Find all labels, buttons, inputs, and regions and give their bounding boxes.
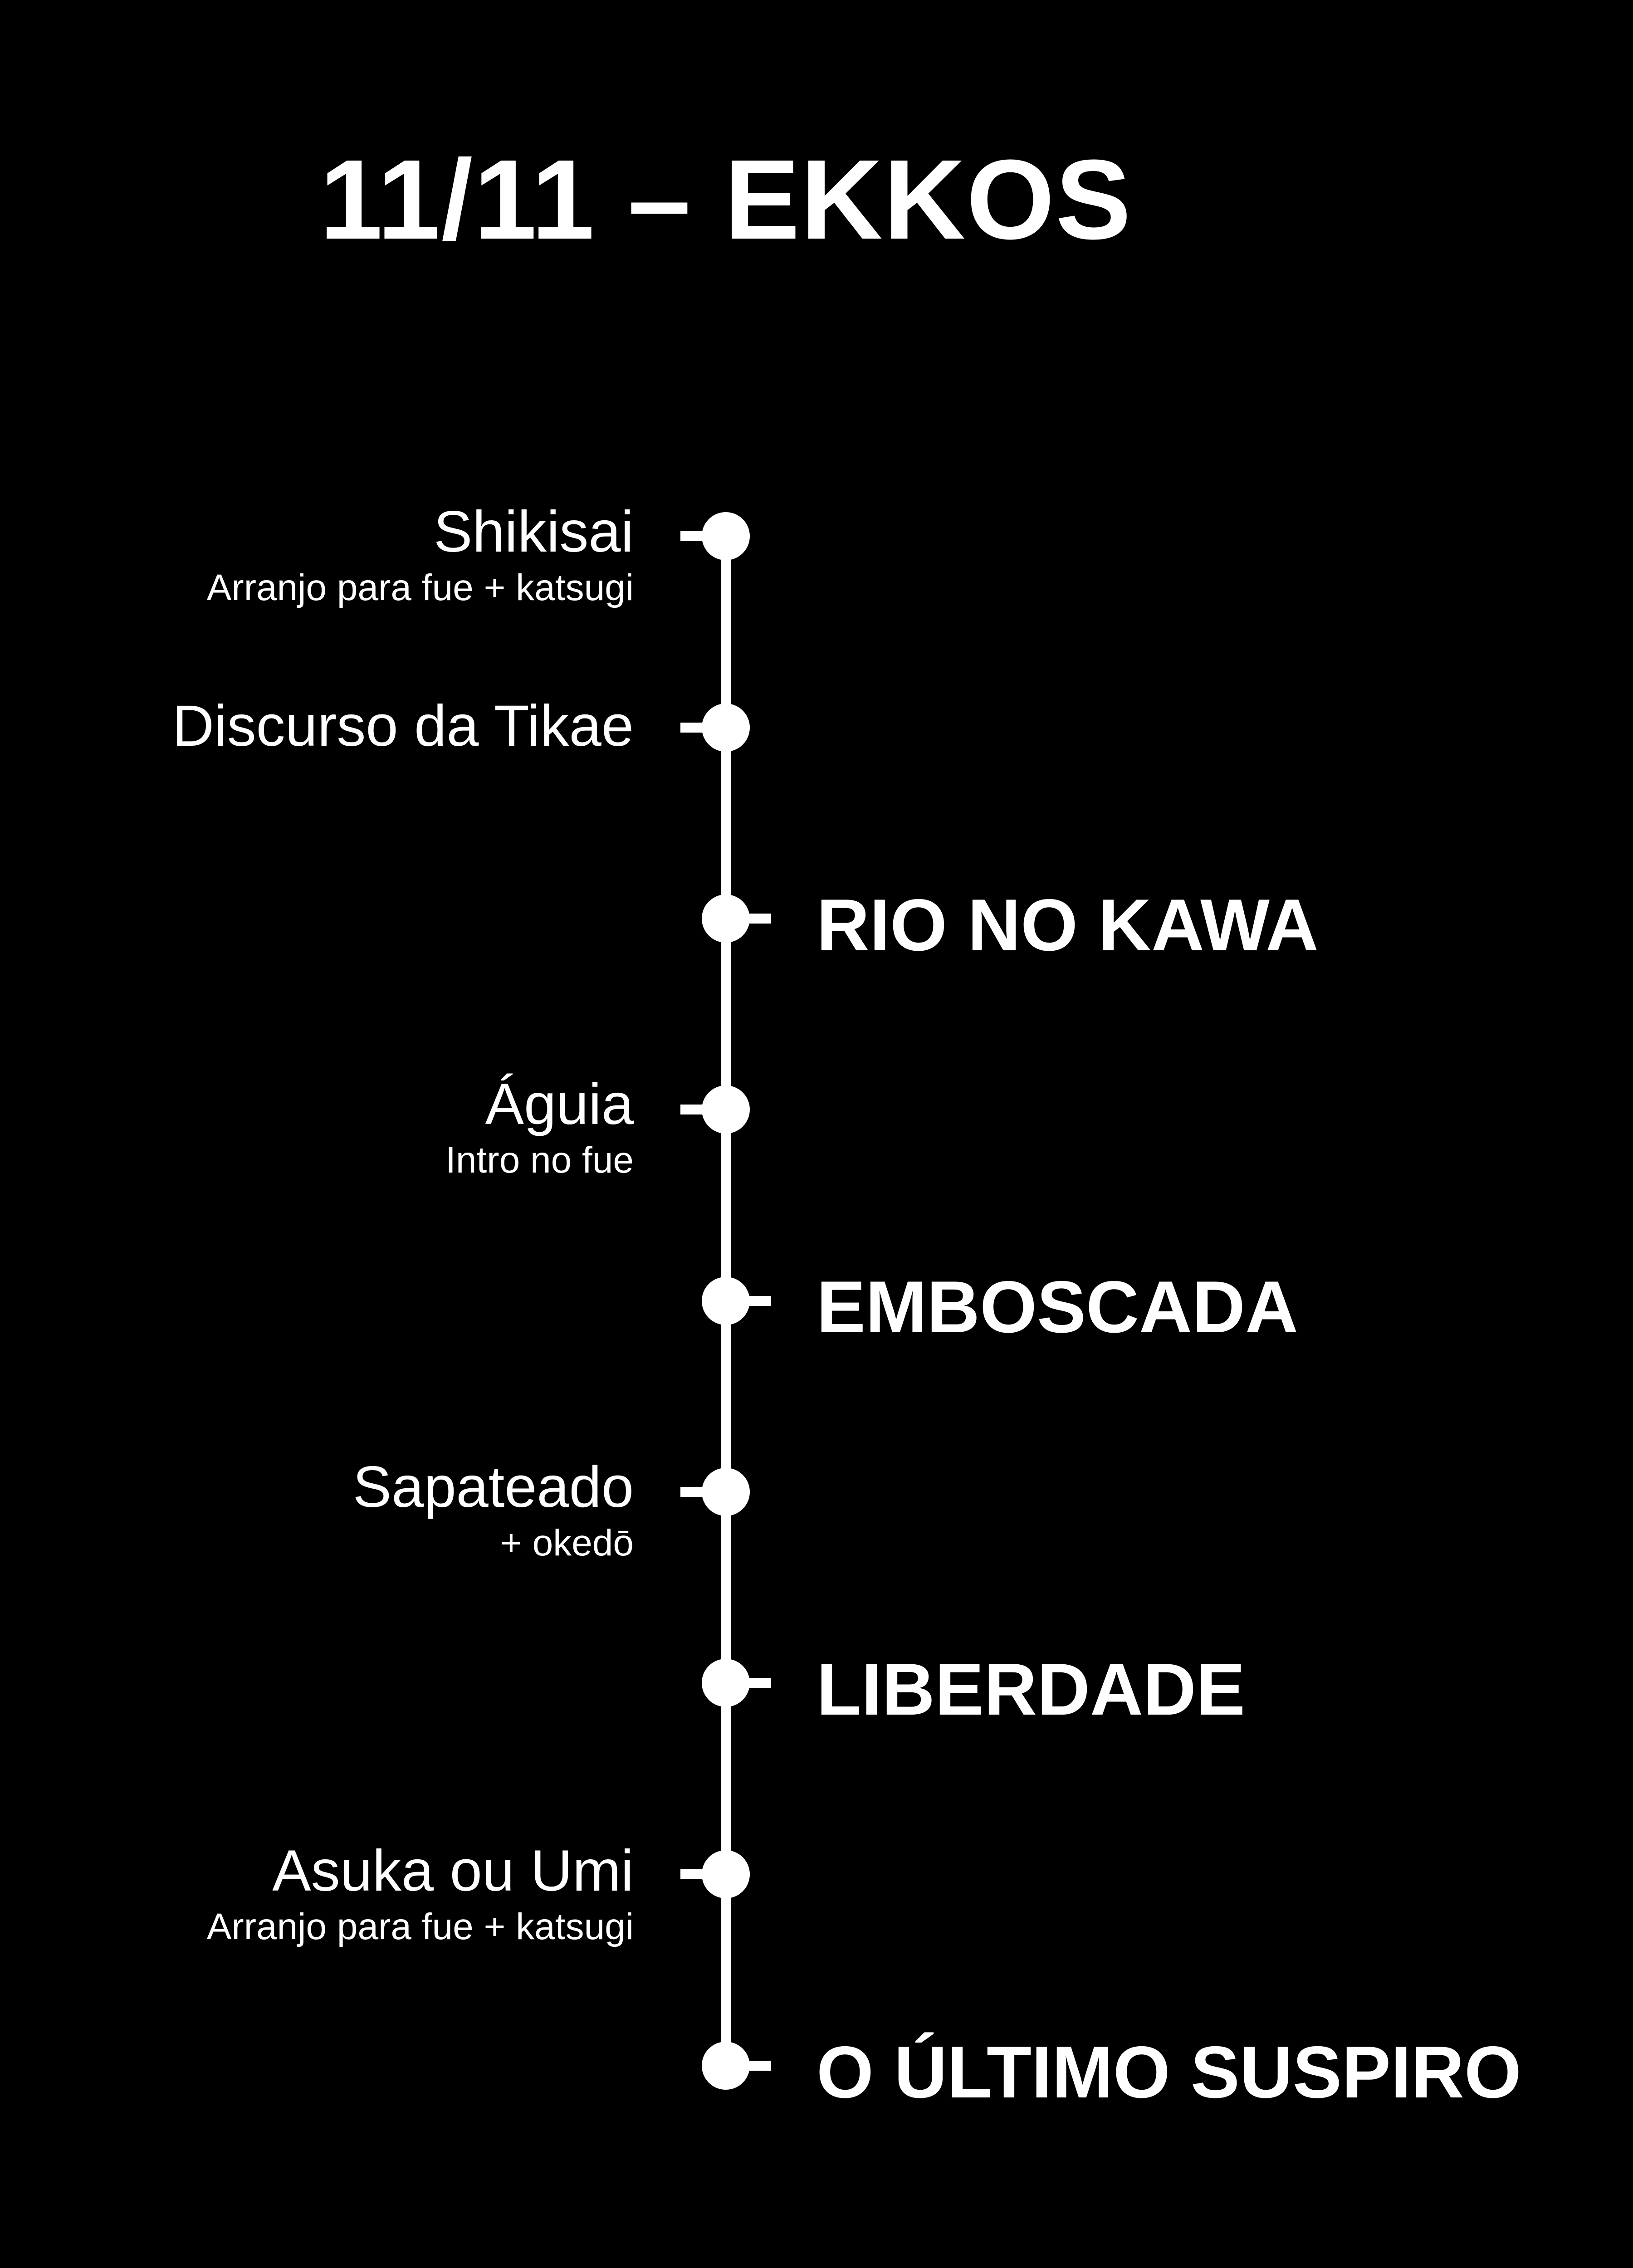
item-title: Shikisai [433,499,634,564]
timeline-node [702,894,750,943]
timeline-node [702,1085,750,1134]
timeline-item-left [353,1453,634,1564]
timeline-item-left [445,1070,634,1182]
timeline-node [702,1659,750,1707]
item-title: Sapateado [352,1455,634,1520]
timeline-item-right: O ÚLTIMO SUSPIRO [816,2031,1522,2113]
timeline-item-left [207,1837,634,1948]
item-title: Discurso da Tikae [172,694,634,758]
timeline-node [702,512,750,560]
item-title: Águia [485,1072,634,1137]
timeline-item-right: RIO NO KAWA [816,884,1319,966]
item-note: Arranjo para fue + katsugi [206,1906,634,1947]
item-note: + okedō [500,1522,634,1564]
timeline-item-right: EMBOSCADA [816,1266,1299,1348]
timeline-node [702,1277,750,1325]
item-note: Arranjo para fue + katsugi [206,567,634,608]
item-note: Intro no fue [445,1139,634,1181]
timeline-node [702,1468,750,1516]
timeline-item-left [207,498,634,609]
timeline-node [702,1850,750,1898]
timeline-item-right: LIBERDADE [816,1648,1246,1730]
timeline-item-left [172,692,634,760]
poster-title: 11/11 – EKKOS [319,136,1132,263]
timeline-node [702,704,750,752]
timeline-node [702,2042,750,2090]
item-title: Asuka ou Umi [272,1838,634,1903]
